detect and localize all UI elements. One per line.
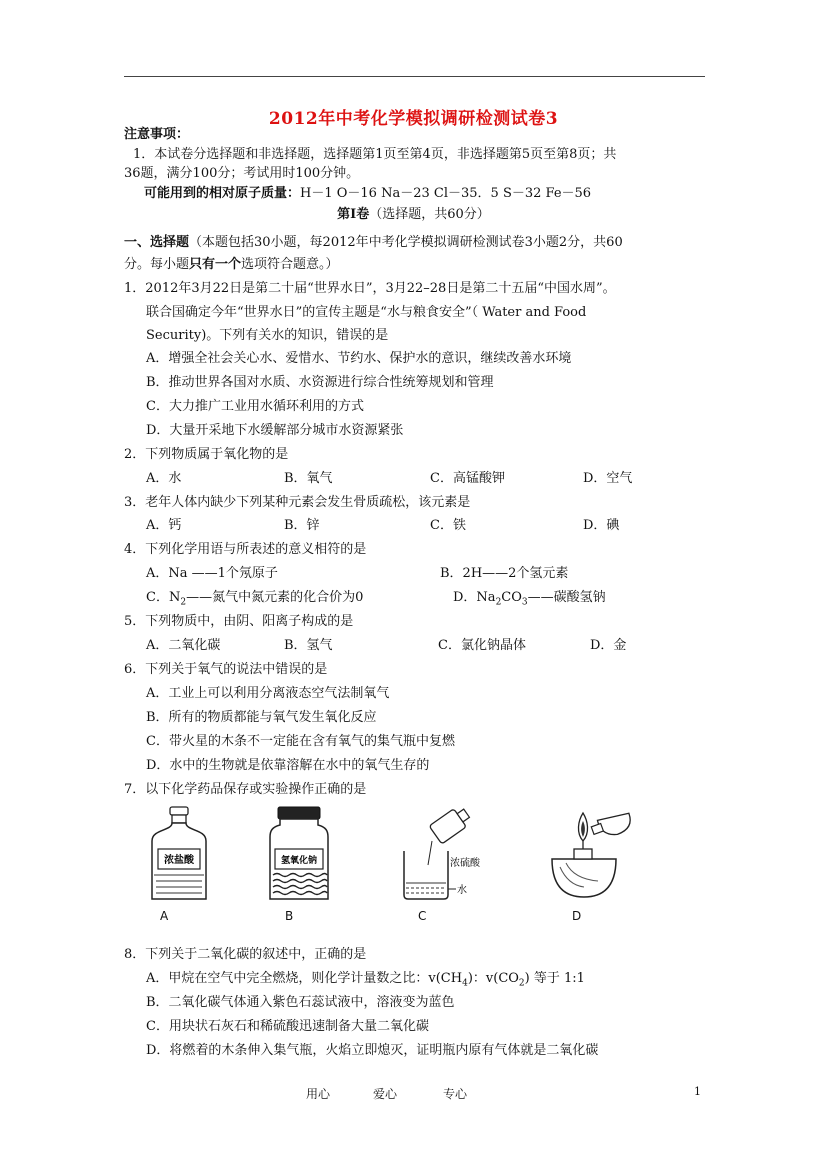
section-title-rest: （选择题，共60分） [369,207,490,222]
q2-stem: 2．下列物质属于氧化物的是 [124,447,289,462]
fig-a-hcl-bottle [148,805,210,905]
q1-option-d: D．大量开采地下水缓解部分城市水资源紧张 [146,423,404,438]
q1-option-c: C．大力推广工业用水循环利用的方式 [146,399,364,414]
notice-heading: 注意事项： [124,127,190,142]
q5-stem: 5．下列物质中，由阴、阳离子构成的是 [124,614,354,629]
q3-option-c: C．铁 [430,518,466,533]
fig-a-label: 浓盐酸 [164,855,194,866]
atomic-masses [144,185,591,203]
q2-option-c: C．高锰酸钾 [430,471,505,486]
q6-option-a: A．工业上可以利用分离液态空气法制氧气 [146,686,390,701]
q8-option-c: C．用块状石灰石和稀硫酸迅速制备大量二氧化碳 [146,1019,429,1034]
q7-stem: 7．以下化学药品保存或实验操作正确的是 [124,782,367,797]
fig-c-dilution [398,805,494,905]
q1-option-a: A．增强全社会关心水、爱惜水、节约水、保护水的意识，继续改善水环境 [146,351,572,366]
header-rule [124,76,705,77]
q1-option-b: B．推动世界各国对水质、水资源进行综合性统筹规划和管理 [146,375,494,390]
q8-a-post: ) 等于 1:1 [524,971,585,986]
q1-stem-b: 联合国确定今年“世界水日”的宣传主题是“水与粮食安全”（ Water and Food [146,305,587,320]
fig-b-naoh-jar [266,805,332,905]
q6-option-d: D．水中的生物就是依靠溶解在水中的氧气生存的 [146,758,430,773]
q5-option-c: C．氯化钠晶体 [438,638,526,653]
fig-c-water-label: 水 [457,885,467,896]
q6-option-b: B．所有的物质都能与氧气发生氧化反应 [146,710,377,725]
q4-d-mid: CO [501,590,522,605]
q4-c-sub: 2 [180,597,187,608]
notice-item-1b: 36题，满分100分；考试用时100分钟。 [124,166,360,181]
q3-option-a: A．钙 [146,518,182,533]
q4-option-c [146,589,363,612]
q4-stem: 4．下列化学用语与所表述的意义相符的是 [124,542,367,557]
q4-option-a: A．Na ——1个氖原子 [146,566,278,581]
fig-c-caption: C [418,909,427,923]
fig-c-label: 浓硫酸 [450,858,480,869]
q4-d-post: ——碳酸氢钠 [527,590,606,605]
q4-option-d [453,589,606,612]
fig-a-caption: A [160,909,169,923]
q8-option-d: D．将燃着的木条伸入集气瓶，火焰立即熄灭，证明瓶内原有气体就是二氧化碳 [146,1043,599,1058]
section-intro-b [124,256,339,274]
q4-c-post: ——氮气中氮元素的化合价为0 [186,590,364,605]
page-number: 1 [694,1085,701,1098]
fig-d-alcohol-lamp [548,805,638,905]
intro-text-2: 选项符合题意。） [241,257,339,272]
q4-d-sub2: 3 [521,597,528,608]
q8-a-sub2: 2 [518,978,525,989]
fig-d-caption: D [572,909,582,923]
q3-stem: 3．老年人体内缺少下列某种元素会发生骨质疏松，该元素是 [124,495,471,510]
atomic-label: 可能用到的相对原子质量： [144,186,301,201]
q4-d-sub1: 2 [495,597,502,608]
q5-option-b: B．氢气 [284,638,333,653]
q8-a-mid: )：v(CO [467,971,519,986]
q6-stem: 6．下列关于氧气的说法中错误的是 [124,662,328,677]
q8-stem: 8．下列关于二氧化碳的叙述中，正确的是 [124,947,367,962]
q8-a-pre: A．甲烷在空气中完全燃烧，则化学计量数之比：v(CH [146,971,463,986]
q2-option-b: B．氧气 [284,471,333,486]
q4-d-pre: D．Na [453,590,496,605]
fig-b-label: 氢氧化钠 [280,856,318,866]
intro-text-1: 分。每小题 [124,257,190,272]
section-intro-text: （本题包括30小题，每2012年中考化学模拟调研检测试卷3小题2分，共60 [189,235,623,250]
page-title: 2012年中考化学模拟调研检测试卷3 [268,109,559,129]
fig-b-caption: B [285,909,294,923]
q2-option-d: D．空气 [583,471,633,486]
q3-option-d: D．碘 [583,518,620,533]
q4-c-pre: C．N [146,590,181,605]
section-intro-label: 一、选择题 [124,235,190,250]
footer-motto-1: 用心 [306,1087,331,1101]
q5-option-a: A．二氧化碳 [146,638,221,653]
q8-option-b: B．二氧化碳气体通入紫色石蕊试液中，溶液变为蓝色 [146,995,455,1010]
atomic-values: H－1 O－16 Na－23 Cl－35．5 S－32 Fe－56 [300,186,592,201]
q8-option-a [146,970,585,993]
q6-option-c: C．带火星的木条不一定能在含有氧气的集气瓶中复燃 [146,734,455,749]
q2-option-a: A．水 [146,471,182,486]
q3-option-b: B．锌 [284,518,320,533]
q1-stem-c: Security)。下列有关水的知识，错误的是 [146,328,389,343]
q8-a-sub1: 4 [462,978,468,989]
section-title-bold: 第Ⅰ卷 [337,207,370,222]
notice-item-1a: 1．本试卷分选择题和非选择题，选择题第1页至第4页，非选择题第5页至第8页；共 [133,147,617,162]
q5-option-d: D．金 [590,638,627,653]
section-title [0,206,827,224]
footer-motto-3: 专心 [443,1087,468,1101]
footer-motto-2: 爱心 [373,1087,398,1101]
intro-text-bold: 只有一个 [189,257,242,272]
q1-stem-a: 1．2012年3月22日是第二十届“世界水日”，3月22–28日是第二十五届“中国水周”。 [124,281,616,296]
section-intro-a [124,234,623,252]
q4-option-b: B．2H——2个氢元素 [440,566,569,581]
